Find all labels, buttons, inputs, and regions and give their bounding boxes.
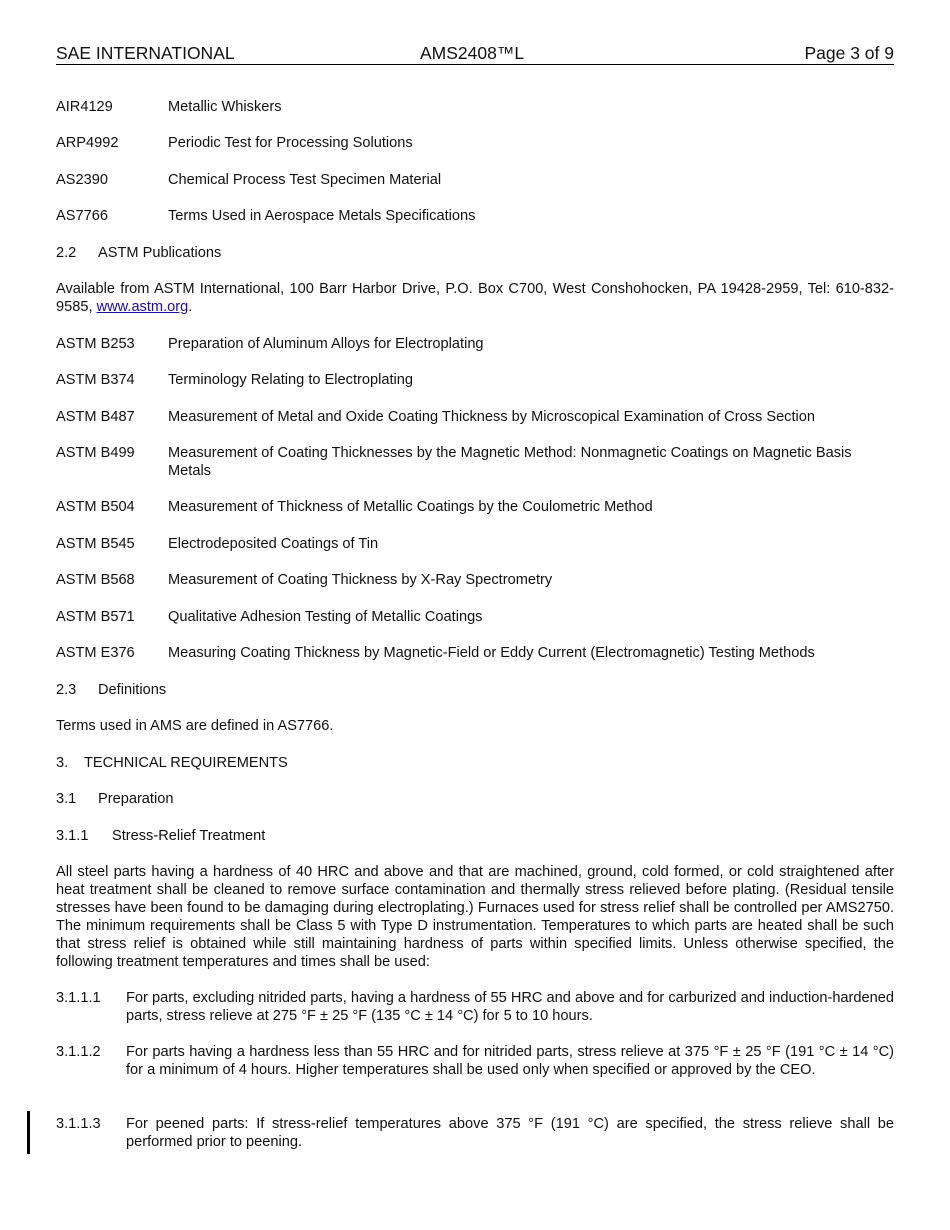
item-text: For parts having a hardness less than 55 HRC and for nitrided parts, stress relieve at 375 °F ± 25 °F (191 °C ± 14 °C) for a minimum of 4 hours. Higher temperatures shall be used only when specified or approved by the CEO. bbox=[126, 1044, 894, 1078]
astm-availability-paragraph bbox=[56, 280, 894, 316]
section-title: Definitions bbox=[98, 682, 167, 698]
reference-code: ASTM B487 bbox=[56, 409, 135, 425]
section-number: 3. bbox=[56, 755, 69, 771]
item-number: 3.1.1.2 bbox=[56, 1044, 101, 1060]
reference-code: ASTM B253 bbox=[56, 336, 135, 352]
reference-code: ASTM B568 bbox=[56, 572, 135, 588]
header-page-number: Page 3 of 9 bbox=[804, 43, 894, 63]
reference-code: ASTM B571 bbox=[56, 609, 135, 625]
section-title: TECHNICAL REQUIREMENTS bbox=[84, 755, 288, 771]
header-org: SAE INTERNATIONAL bbox=[56, 43, 235, 63]
reference-title: Metallic Whiskers bbox=[168, 99, 282, 115]
astm-availability-end: . bbox=[188, 299, 193, 315]
reference-title: Measuring Coating Thickness by Magnetic-Field or Eddy Current (Electromagnetic) Testing Methods bbox=[168, 645, 815, 661]
reference-title: Measurement of Coating Thickness by X-Ray Spectrometry bbox=[168, 572, 553, 588]
reference-title: Measurement of Thickness of Metallic Coatings by the Coulometric Method bbox=[168, 499, 653, 515]
reference-title: Periodic Test for Processing Solutions bbox=[168, 135, 413, 151]
reference-code: AIR4129 bbox=[56, 99, 113, 115]
stress-relief-paragraph: All steel parts having a hardness of 40 HRC and above and that are machined, ground, cold formed, or cold straightened after heat treatment shall be cleaned to remove surface contamination and thermally stress relieved before plating. (Residual tensile stresses have been found to be damaging during electroplating.) Furnaces used for stress relief shall be controlled per AMS2750. The minimum requirements shall be Class 5 with Type D instrumentation. Temperatures to which parts are heated shall be such that stress relief is obtained while still maintaining hardness of parts within specified limits. Unless otherwise specified, the following treatment temperatures and times shall be used: bbox=[56, 864, 894, 970]
section-title: ASTM Publications bbox=[98, 245, 222, 261]
section-number: 2.3 bbox=[56, 682, 77, 698]
reference-code: ASTM B504 bbox=[56, 499, 135, 515]
section-title: Preparation bbox=[98, 791, 174, 807]
reference-title: Chemical Process Test Specimen Material bbox=[168, 172, 442, 188]
reference-title: Terminology Relating to Electroplating bbox=[168, 372, 413, 388]
section-title: Stress-Relief Treatment bbox=[112, 828, 266, 844]
reference-code: ASTM B545 bbox=[56, 536, 135, 552]
reference-code: ARP4992 bbox=[56, 135, 119, 151]
reference-code: AS2390 bbox=[56, 172, 108, 188]
reference-title: Measurement of Metal and Oxide Coating Thickness by Microscopical Examination of Cross Section bbox=[168, 409, 816, 425]
reference-title: Electrodeposited Coatings of Tin bbox=[168, 536, 379, 552]
section-heading-3-1-1 bbox=[56, 827, 894, 845]
page-header bbox=[56, 43, 894, 65]
reference-code: AS7766 bbox=[56, 208, 108, 224]
astm-website-link[interactable]: www.astm.org bbox=[96, 299, 189, 315]
reference-code: ASTM E376 bbox=[56, 645, 135, 661]
section-heading-3 bbox=[56, 754, 894, 772]
section-number: 2.2 bbox=[56, 245, 77, 261]
reference-title: Preparation of Aluminum Alloys for Electroplating bbox=[168, 336, 484, 352]
section-heading-2-2 bbox=[56, 244, 894, 262]
reference-code: ASTM B374 bbox=[56, 372, 135, 388]
item-text: For peened parts: If stress-relief temperatures above 375 °F (191 °C) are specified, the stress relieve shall be performed prior to peening. bbox=[126, 1116, 894, 1150]
section-number: 3.1 bbox=[56, 791, 77, 807]
section-number: 3.1.1 bbox=[56, 828, 89, 844]
reference-code: ASTM B499 bbox=[56, 445, 135, 461]
revision-change-bar bbox=[27, 1111, 30, 1154]
item-text: For parts, excluding nitrided parts, having a hardness of 55 HRC and above and for carburized and induction-hardened parts, stress relieve at 275 °F ± 25 °F (135 °C ± 14 °C) for 5 to 10 hours. bbox=[126, 990, 894, 1024]
reference-title: Qualitative Adhesion Testing of Metallic Coatings bbox=[168, 609, 483, 625]
section-heading-2-3 bbox=[56, 681, 894, 699]
item-number: 3.1.1.3 bbox=[56, 1116, 101, 1132]
reference-title: Measurement of Coating Thicknesses by the Magnetic Method: Nonmagnetic Coatings on Magnetic Basis Metals bbox=[168, 445, 852, 479]
definitions-paragraph: Terms used in AMS are defined in AS7766. bbox=[56, 718, 334, 734]
section-heading-3-1 bbox=[56, 790, 894, 808]
item-number: 3.1.1.1 bbox=[56, 990, 101, 1006]
reference-title: Terms Used in Aerospace Metals Specifications bbox=[168, 208, 476, 224]
astm-availability-text: Available from ASTM International, 100 Barr Harbor Drive, P.O. Box C700, West Conshohocken, PA 19428-2959, Tel: 610-832-9585, bbox=[56, 281, 894, 315]
header-doc-id: AMS2408™L bbox=[420, 43, 525, 63]
